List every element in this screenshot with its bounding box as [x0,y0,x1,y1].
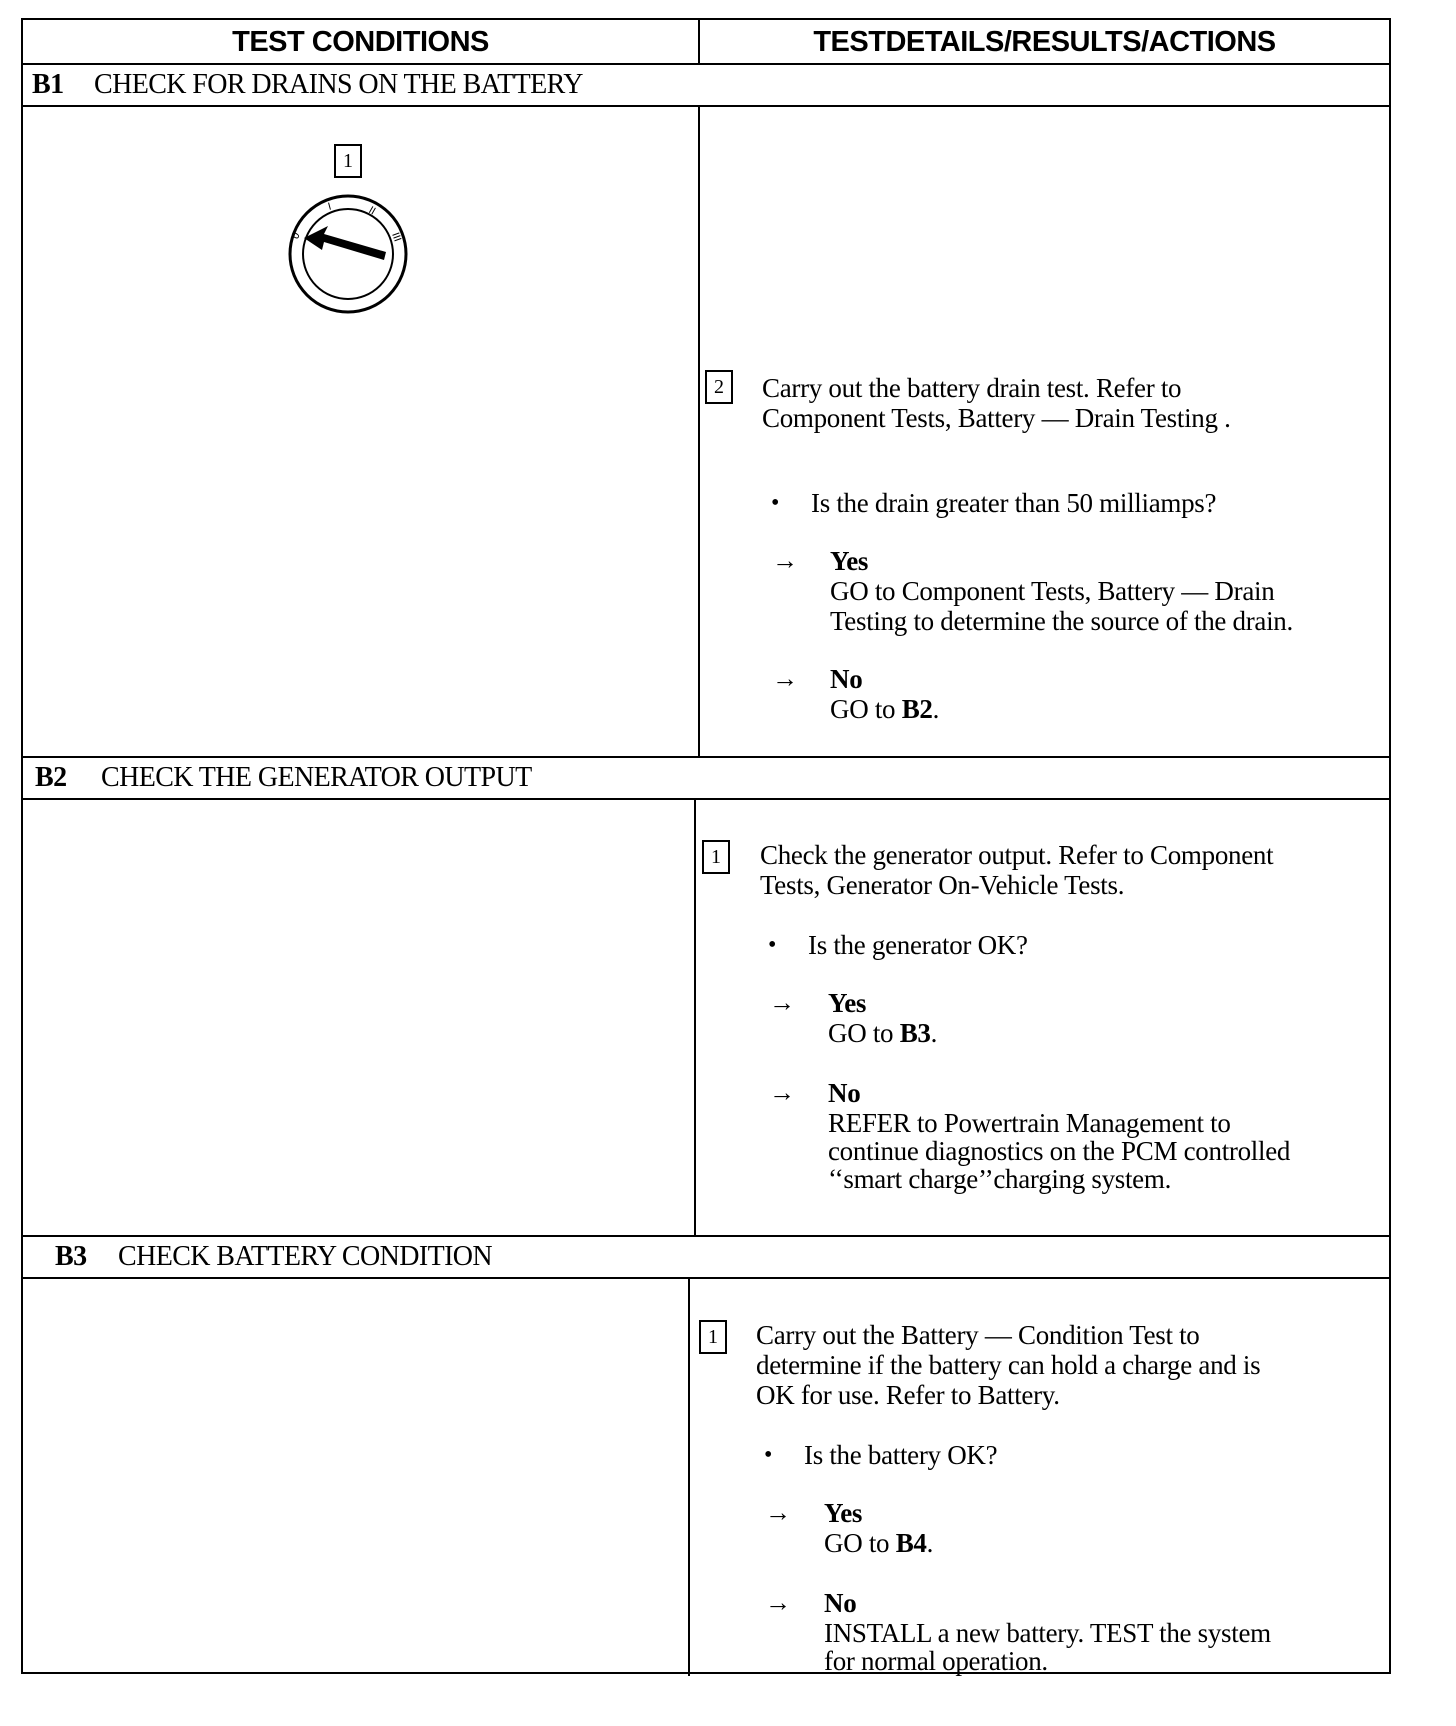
answer-no-b1: No [830,664,863,694]
arrow-right-icon: → [769,1078,795,1107]
step-title-b1: CHECK FOR DRAINS ON THE BATTERY [94,69,583,100]
arrow-right-icon: → [772,546,798,575]
column-header-test-conditions: TEST CONDITIONS [232,26,489,58]
yes-result-b1-line1: GO to Component Tests, Battery — Drain [830,576,1275,606]
step-heading-b2 [35,758,532,798]
question-b1: Is the drain greater than 50 milliamps? [811,488,1217,518]
action-text-b3-line1: Carry out the Battery — Condition Test to [756,1320,1200,1350]
no-result-b2-line2: continue diagnostics on the PCM controlled [828,1136,1291,1166]
yes-result-b2: GO to B3. [828,1018,938,1048]
no-result-b1: GO to B2. [830,694,940,724]
arrow-right-icon: → [765,1588,791,1617]
arrow-right-icon: → [765,1498,791,1527]
bullet-icon: • [771,490,780,516]
diagnostic-test-table [21,18,1391,1674]
answer-no-b2: No [828,1078,861,1108]
answer-yes-b3: Yes [824,1498,863,1528]
answer-yes-b2: Yes [828,988,867,1018]
arrow-right-icon: → [769,988,795,1017]
action-text-b1-line2: Component Tests, Battery — Drain Testing . [762,403,1231,433]
step-heading-divider-b3 [23,1277,1389,1279]
yes-result-b3: GO to B4. [824,1528,934,1558]
no-result-b3-line1: INSTALL a new battery. TEST the system [824,1618,1271,1648]
action-step-number-b2: 1 [702,840,730,874]
bullet-icon: • [768,932,777,958]
question-b2: Is the generator OK? [808,930,1028,960]
step-heading-divider-b1 [23,105,1389,107]
bullet-icon: • [764,1442,773,1468]
step-title-b3: CHECK BATTERY CONDITION [118,1241,493,1272]
step-heading-b1 [32,65,583,105]
action-text-b2-line2: Tests, Generator On-Vehicle Tests. [760,870,1125,900]
step-code-b1: B1 [32,69,64,100]
step-code-b2: B2 [35,762,67,793]
no-result-b2-line3: ‘‘smart charge’’charging system. [828,1164,1172,1194]
no-result-b3-line2: for normal operation. [824,1646,1048,1676]
no-result-b2-line1: REFER to Powertrain Management to [828,1108,1231,1138]
ignition-position-2: II [366,205,378,218]
action-text-b2-line1: Check the generator output. Refer to Component [760,840,1274,870]
ignition-position-0: 0 [290,230,303,242]
step-code-b3: B3 [55,1241,87,1272]
column-divider-b1 [698,106,700,758]
step-heading-divider-b2 [23,798,1389,800]
column-divider-b3 [688,1278,690,1676]
answer-yes-b1: Yes [830,546,869,576]
header-column-divider [698,20,700,64]
action-text-b3-line3: OK for use. Refer to Battery. [756,1380,1060,1410]
answer-no-b3: No [824,1588,857,1618]
yes-result-b1-line2: Testing to determine the source of the drain. [830,606,1293,636]
column-header-test-details: TESTDETAILS/RESULTS/ACTIONS [813,26,1276,58]
action-text-b1-line1: Carry out the battery drain test. Refer to [762,373,1182,403]
ignition-position-1: I [326,201,333,213]
action-step-number-b3: 1 [699,1320,727,1354]
ignition-switch-off-icon [284,190,412,318]
action-text-b3-line2: determine if the battery can hold a charge and is [756,1350,1261,1380]
illustration-step-number: 1 [334,144,362,178]
step-title-b2: CHECK THE GENERATOR OUTPUT [101,762,532,793]
column-divider-b2 [694,799,696,1236]
arrow-right-icon: → [772,664,798,693]
ignition-position-3: III [389,231,403,244]
action-step-number-b1: 2 [705,370,733,404]
step-heading-b3 [55,1237,492,1277]
question-b3: Is the battery OK? [804,1440,998,1470]
